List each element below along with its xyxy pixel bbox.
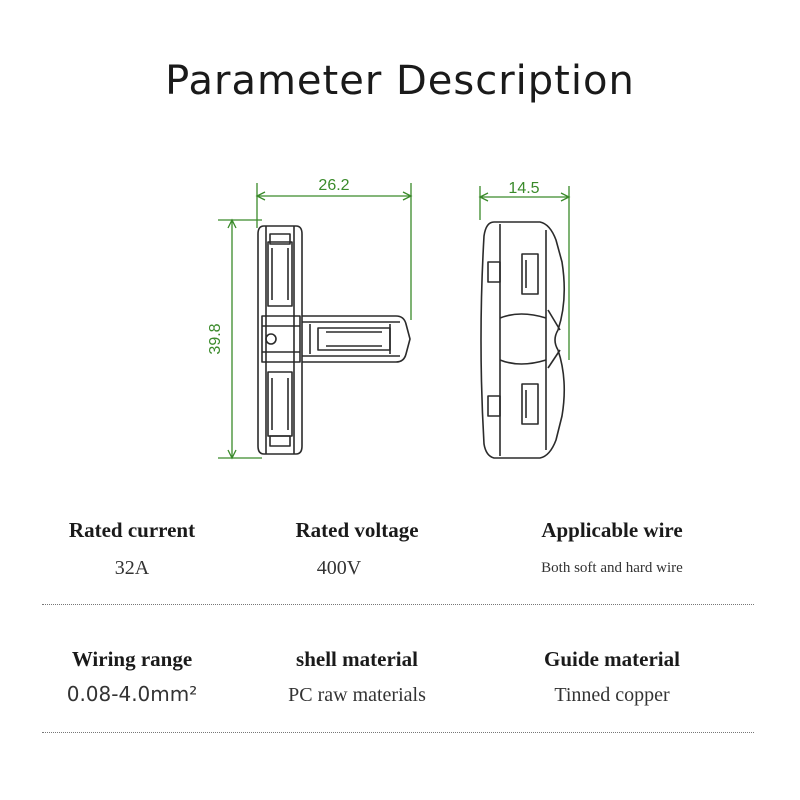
param-label: Wiring range	[71, 647, 193, 671]
param-value: 32A	[114, 557, 150, 579]
side-view-connector	[481, 222, 564, 458]
divider	[42, 732, 754, 733]
param-guide-material	[512, 647, 712, 707]
param-label: Rated voltage	[295, 518, 419, 542]
param-value: PC raw materials	[288, 684, 426, 706]
divider	[42, 604, 754, 605]
param-label: Applicable wire	[541, 518, 683, 542]
param-value: Tinned copper	[554, 684, 670, 706]
param-value: Both soft and hard wire	[541, 560, 683, 576]
page-title: Parameter Description	[165, 58, 635, 104]
side-width-label: 14.5	[508, 180, 540, 197]
param-label: Rated current	[68, 518, 196, 542]
front-dimension-lines	[218, 183, 411, 458]
front-width-label: 26.2	[318, 177, 350, 194]
param-wiring-range	[42, 647, 222, 706]
param-value: 400V	[316, 557, 362, 579]
param-value: 0.08-4.0mm²	[66, 682, 198, 706]
param-shell-material	[262, 647, 452, 707]
param-label: Guide material	[544, 647, 680, 671]
front-height-label: 39.8	[207, 323, 224, 355]
param-applicable-wire	[512, 518, 712, 577]
front-view-connector	[258, 226, 410, 454]
param-rated-voltage	[262, 518, 452, 580]
param-rated-current	[42, 518, 222, 580]
param-label: shell material	[296, 647, 418, 671]
